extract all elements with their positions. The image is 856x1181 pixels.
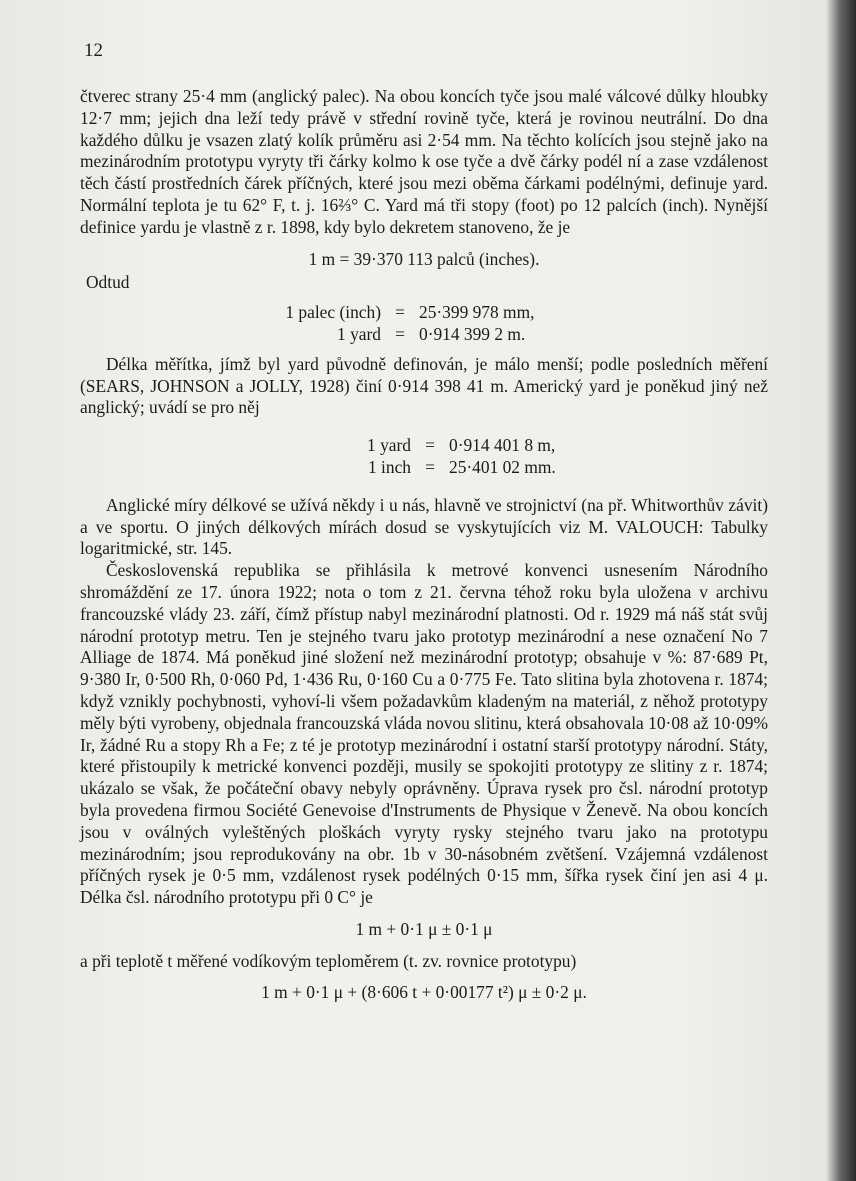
equation-block-2 [80,435,768,479]
equation-row: 1 yard = 0·914 401 8 m, [367,435,556,456]
page-number: 12 [84,40,103,61]
paragraph-1: čtverec strany 25·4 mm (anglický palec). Na obou koncích tyče jsou malé válcové důlky hloubky 12·7 mm; jejich dna leží tedy právě v střední rovině tyče, která je rovinou neutrální. Do dna každého důlku je vsazen zlatý kolík průměru asi 2·54 mm. Na těchto kolících jsou stejně jako na mezinárodním prototypu vyryty tři čárky kolmo k ose tyče a dvě čárky podél ní a zase vzdálenost těch částí prostředních čárek příčných, které jsou mezi oběma čárkami podélnými, definuje yard. Normální teplota je tu 62° F, t. j. 16⅔° C. Yard má tři stopy (foot) po 12 palcích (inch). Nynější definice yardu je vlastně z r. 1898, kdy bylo dekretem stanoveno, že je [80,86,768,237]
equation-block-1 [80,302,768,346]
paragraph-5: a při teplotě t měřené vodíkovým teploměrem (t. zv. rovnice prototypu) [80,950,577,971]
formula-prototype-length: 1 m + 0·1 μ ± 0·1 μ [355,918,493,939]
odtud-label: Odtud [86,272,130,293]
equation-row: 1 yard = 0·914 399 2 m. [337,323,526,344]
paragraph-2: Délka měřítka, jímž byl yard původně definován, je málo menší; podle posledních měření (SEARS, JOHNSON a JOLLY, 1928) činí 0·914 398 41 m. Americký yard je poněkud jiný než anglický; uvádí se pro něj [80,353,768,418]
formula-meter-inches: 1 m = 39·370 113 palců (inches). [308,248,540,269]
equation-row: 1 palec (inch) = 25·399 978 mm, [285,302,535,323]
formula-prototype-equation: 1 m + 0·1 μ + (8·606 t + 0·00177 t²) μ ± 0·2 μ. [261,982,587,1003]
body-text [80,86,768,1004]
equation-row: 1 inch = 25·401 02 mm. [368,456,556,477]
paragraph-3: Anglické míry délkové se užívá někdy i u nás, hlavně ve strojnictví (na př. Whitworthův závit) a ve sportu. O jiných délkových mírách dosud se vyskytujících viz M. VALOUCH: Tabulky logaritmické, str. 145. [80,494,768,559]
odtud-row [80,272,768,294]
paragraph-4: Československá republika se přihlásila k metrové konvenci usnesením Národního shromáždění ze 17. února 1922; nota o tom z 21. června téhož roku byla uložena v archivu francouzské vlády 23. září, čímž přístup nabyl mezinárodní platnosti. Od r. 1929 má náš stát svůj národní prototyp metru. Ten je stejného tvaru jako prototyp mezinárodní a nese označení No 7 Alliage de 1874. Má poněkud jiné složení než mezinárodní prototyp; obsahuje v %: 87·689 Pt, 9·380 Ir, 0·500 Rh, 0·060 Pd, 1·436 Ru, 0·160 Cu a 0·775 Fe. Tato slitina byla zhotovena r. 1874; když vznikly pochybnosti, vyhoví-li všem požadavkům kladeným na materiál, z něhož prototypy měly býti vyrobeny, objednala francouzská vláda novou slitinu, která obsahovala 10·08 až 10·09% Ir, žádné Ru a stopy Rh a Fe; z té je prototyp mezinárodní i ostatní starší prototypy národní. Státy, které přistoupily k metrické konvenci později, musily se spokojiti prototypy ze slitiny z r. 1874; ukázalo se však, že počáteční obavy nebyly oprávněny. Úprava rysek pro čsl. národní prototyp byla provedena firmou Société Genevoise d'Instruments de Physique v Ženevě. Na obou koncích jsou v oválných vyleštěných ploškách vyryty rysky stejného tvaru jako na prototypu mezinárodním; jsou reprodukovány na obr. 1b v 30-násobném zvětšení. Vzájemná vzdálenost příčných rysek je 0·5 mm, vzdálenost rysek podélných 0·15 mm, šířka rysek činí jen asi 4 μ. Délka čsl. národního prototypu při 0 C° je [80,560,768,908]
page-edge-shadow [826,0,856,1181]
